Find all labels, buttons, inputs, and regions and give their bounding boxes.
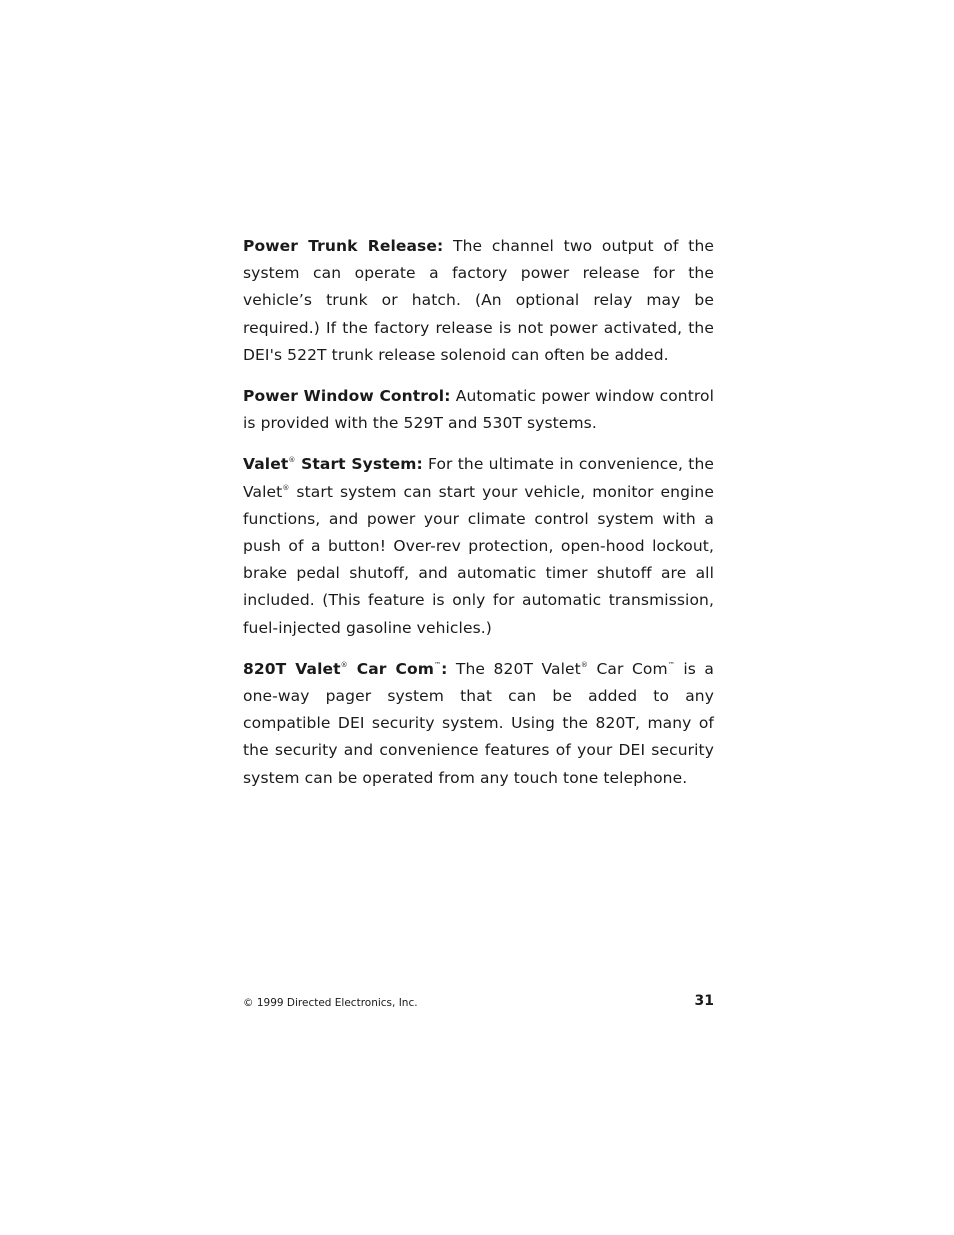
section-body: [243, 455, 714, 636]
trademark-mark: ™: [667, 660, 675, 669]
page-number: 31: [694, 993, 714, 1009]
body-text: The 820T Valet: [455, 659, 581, 678]
title-text: Valet: [243, 455, 289, 474]
body-text: For the ultimate in convenience, the Valet: [243, 455, 715, 501]
registered-mark: ®: [340, 660, 348, 669]
title-text: Start System:: [301, 455, 423, 474]
body-text: is a one-way pager system that can be added to any compatible DEI security system. Using the 820T, many of the security and convenience features of your DEI security system can be operated from any touch tone telephone.: [243, 659, 715, 787]
title-text: 820T Valet: [243, 659, 341, 678]
section-body: The channel two output of the system can operate a factory power release for the vehicle’s trunk or hatch. (An optional relay may be required.) If the factory release is not power activated, the DEI's 522T trunk release solenoid can often be added.: [243, 237, 715, 364]
document-body: [243, 233, 714, 806]
section-title: Power Trunk Release:: [243, 237, 444, 255]
trademark-mark: ™: [433, 660, 442, 669]
section-title: [243, 455, 423, 473]
section-power-window-control: [243, 383, 714, 437]
copyright-notice: © 1999 Directed Electronics, Inc.: [243, 997, 418, 1009]
section-body: Automatic power window control is provided with the 529T and 530T systems.: [243, 387, 715, 433]
body-text: Car Com: [596, 659, 668, 678]
section-power-trunk-release: [243, 233, 714, 369]
section-title: Power Window Control:: [243, 387, 451, 406]
section-title: [243, 660, 447, 678]
title-text: Car Com: [356, 659, 434, 678]
section-valet-start-system: [243, 451, 714, 641]
section-body: [243, 660, 714, 787]
registered-mark: ®: [282, 483, 290, 492]
section-820t-valet-car-com: [243, 656, 714, 792]
registered-mark: ®: [580, 660, 588, 669]
registered-mark: ®: [288, 456, 296, 465]
body-text: start system can start your vehicle, monitor engine functions, and power your climate control system with a push of a button! Over-rev protection, open-hood lockout, brake pedal shutoff, and automatic timer shutoff are all included. (This feature is only for automatic transmission, fuel-injected gasoline vehicles.): [243, 482, 714, 637]
title-colon: :: [441, 659, 448, 678]
